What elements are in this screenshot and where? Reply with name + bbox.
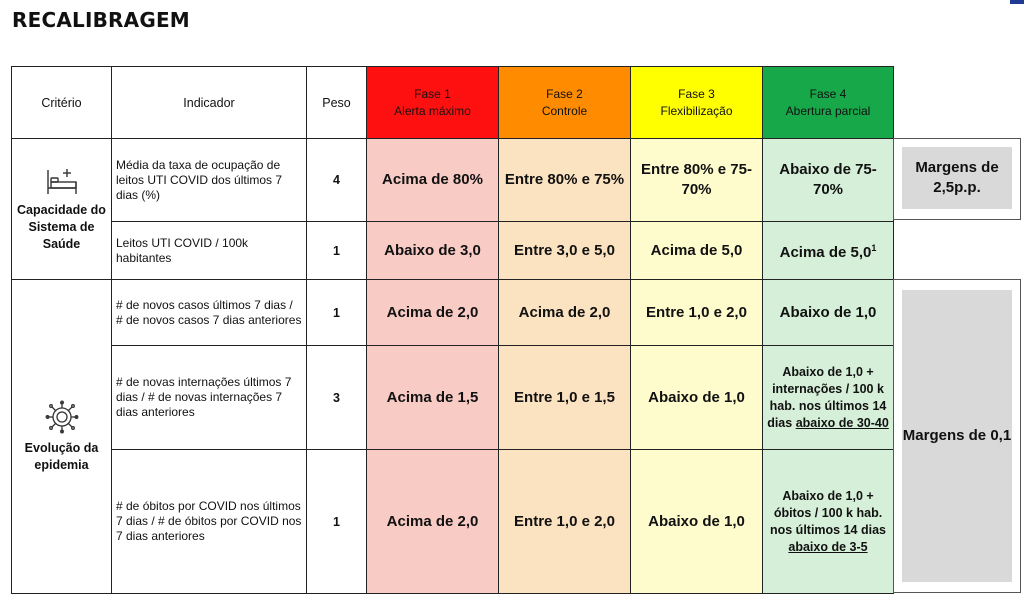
fase-1-cell: Acima de 2,0 bbox=[367, 280, 499, 346]
header-peso: Peso bbox=[307, 67, 367, 139]
table-row bbox=[12, 139, 894, 222]
peso-cell: 4 bbox=[307, 139, 367, 222]
indicador-cell: Média da taxa de ocupação de leitos UTI COVID dos últimos 7 dias (%) bbox=[112, 139, 307, 222]
fase-2-name: Fase 2 bbox=[546, 86, 583, 101]
header-fase-3 bbox=[631, 67, 763, 139]
fase-2-cell: Acima de 2,0 bbox=[499, 280, 631, 346]
fase-4-cell bbox=[763, 222, 894, 280]
fase-4-cell bbox=[763, 450, 894, 594]
fase-4-threshold: abaixo de 3-5 bbox=[788, 539, 868, 554]
table-row bbox=[12, 280, 894, 346]
footnote-marker: 1 bbox=[871, 243, 877, 253]
fase-2-cell: Entre 1,0 e 2,0 bbox=[499, 450, 631, 594]
fase-4-name: Fase 4 bbox=[809, 86, 847, 101]
fase-4-cell bbox=[763, 346, 894, 450]
indicador-cell: # de novos casos últimos 7 dias / # de novos casos 7 dias anteriores bbox=[112, 280, 307, 346]
criterio-evolucao bbox=[12, 280, 112, 594]
virus-icon bbox=[45, 400, 79, 434]
indicador-cell: Leitos UTI COVID / 100k habitantes bbox=[112, 222, 307, 280]
margin-label-evolucao: Margens de 0,1 bbox=[902, 290, 1012, 582]
table-row bbox=[12, 222, 894, 280]
fase-3-name: Fase 3 bbox=[678, 86, 715, 101]
header-fase-4 bbox=[763, 67, 894, 139]
fase-4-value: Acima de 5,0 bbox=[779, 244, 872, 261]
header-criterio: Critério bbox=[12, 67, 112, 139]
header-fase-1 bbox=[367, 67, 499, 139]
header-fase-2 bbox=[499, 67, 631, 139]
fase-1-name: Fase 1 bbox=[414, 86, 451, 101]
header-row bbox=[12, 67, 894, 139]
fase-4-cell: Abaixo de 75-70% bbox=[763, 139, 894, 222]
peso-cell: 1 bbox=[307, 450, 367, 594]
margin-box-capacidade bbox=[893, 138, 1021, 220]
criterio-capacidade bbox=[12, 139, 112, 280]
criterio-capacidade-label: Capacidade do Sistema de Saúde bbox=[17, 202, 106, 251]
margin-box-evolucao bbox=[893, 279, 1021, 593]
fase-3-cell: Abaixo de 1,0 bbox=[631, 450, 763, 594]
peso-cell: 1 bbox=[307, 280, 367, 346]
fase-1-label: Alerta máximo bbox=[394, 103, 471, 118]
header-indicador: Indicador bbox=[112, 67, 307, 139]
fase-4-label: Abertura parcial bbox=[785, 103, 871, 118]
fase-2-cell: Entre 80% e 75% bbox=[499, 139, 631, 222]
page-title: RECALIBRAGEM bbox=[12, 8, 190, 32]
corner-decoration bbox=[1010, 0, 1024, 4]
fase-1-cell: Abaixo de 3,0 bbox=[367, 222, 499, 280]
indicador-cell: # de novas internações últimos 7 dias / # de novas internações 7 dias anteriores bbox=[112, 346, 307, 450]
fase-3-cell: Acima de 5,0 bbox=[631, 222, 763, 280]
indicador-cell: # de óbitos por COVID nos últimos 7 dias / # de óbitos por COVID nos 7 dias anteriores bbox=[112, 450, 307, 594]
fase-1-cell: Acima de 2,0 bbox=[367, 450, 499, 594]
peso-cell: 1 bbox=[307, 222, 367, 280]
fase-3-label: Flexibilização bbox=[660, 103, 733, 118]
fase-4-text: Abaixo de 1,0 + internações / 100 k hab. nos últimos 14 dias bbox=[767, 364, 887, 430]
fase-4-cell: Abaixo de 1,0 bbox=[763, 280, 894, 346]
fase-2-label: Controle bbox=[541, 103, 588, 118]
table-row bbox=[12, 450, 894, 594]
fase-3-cell: Abaixo de 1,0 bbox=[631, 346, 763, 450]
fase-1-cell: Acima de 1,5 bbox=[367, 346, 499, 450]
table-row bbox=[12, 346, 894, 450]
criterio-evolucao-label: Evolução da epidemia bbox=[24, 440, 99, 472]
fase-2-cell: Entre 3,0 e 5,0 bbox=[499, 222, 631, 280]
fase-3-cell: Entre 80% e 75-70% bbox=[631, 139, 763, 222]
margin-label-capacidade: Margens de 2,5p.p. bbox=[902, 147, 1012, 209]
fase-3-cell: Entre 1,0 e 2,0 bbox=[631, 280, 763, 346]
hospital-bed-icon bbox=[45, 166, 79, 196]
fase-4-text: Abaixo de 1,0 + óbitos / 100 k hab. nos últimos 14 dias bbox=[769, 488, 886, 537]
fase-1-cell: Acima de 80% bbox=[367, 139, 499, 222]
peso-cell: 3 bbox=[307, 346, 367, 450]
fase-2-cell: Entre 1,0 e 1,5 bbox=[499, 346, 631, 450]
fase-4-threshold: abaixo de 30-40 bbox=[795, 415, 889, 430]
recalibration-table bbox=[11, 66, 894, 594]
